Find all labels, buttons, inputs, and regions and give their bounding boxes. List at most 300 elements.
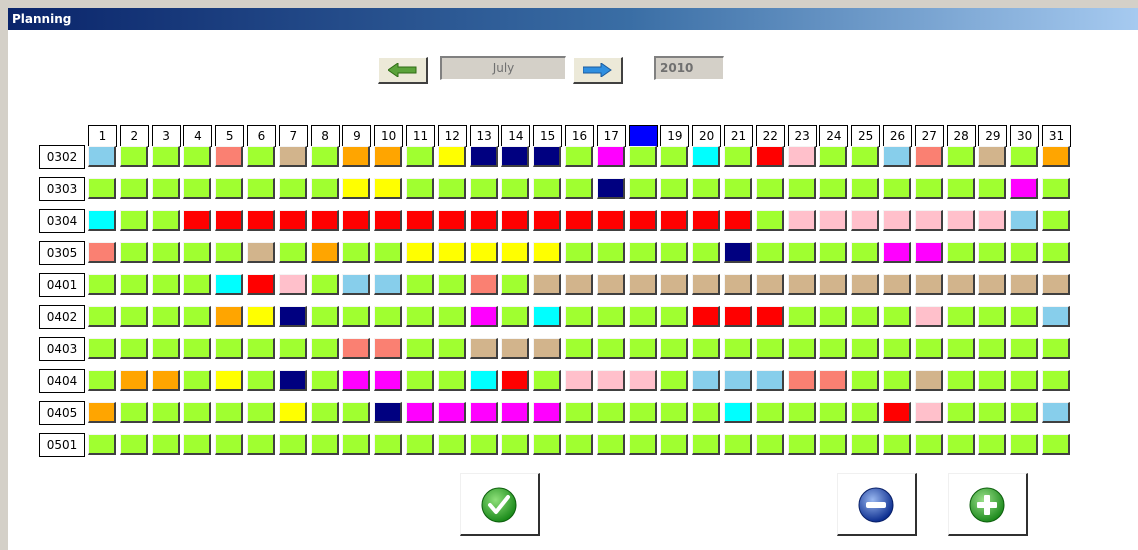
day-header[interactable]: 12 [438, 125, 467, 147]
day-cell[interactable] [629, 434, 657, 455]
day-cell[interactable] [660, 274, 688, 295]
day-cell[interactable] [883, 402, 911, 423]
day-cell[interactable] [438, 242, 466, 263]
day-cell[interactable] [311, 370, 339, 391]
day-cell[interactable] [120, 242, 148, 263]
day-cell[interactable] [374, 306, 402, 327]
day-header[interactable]: 31 [1042, 125, 1071, 147]
day-cell[interactable] [152, 434, 180, 455]
day-cell[interactable] [374, 210, 402, 231]
day-cell[interactable] [915, 178, 943, 199]
day-cell[interactable] [120, 338, 148, 359]
day-cell[interactable] [215, 434, 243, 455]
day-cell[interactable] [978, 370, 1006, 391]
day-cell[interactable] [915, 370, 943, 391]
day-cell[interactable] [342, 178, 370, 199]
day-header[interactable]: 9 [342, 125, 371, 147]
day-cell[interactable] [279, 338, 307, 359]
day-cell[interactable] [724, 306, 752, 327]
day-cell[interactable] [756, 338, 784, 359]
day-cell[interactable] [88, 402, 116, 423]
day-cell[interactable] [1042, 210, 1070, 231]
day-cell[interactable] [629, 178, 657, 199]
day-cell[interactable] [629, 338, 657, 359]
day-cell[interactable] [978, 306, 1006, 327]
day-header[interactable]: 29 [978, 125, 1007, 147]
day-cell[interactable] [1042, 338, 1070, 359]
day-cell[interactable] [501, 274, 529, 295]
day-cell[interactable] [978, 242, 1006, 263]
day-cell[interactable] [660, 370, 688, 391]
day-cell[interactable] [215, 146, 243, 167]
day-cell[interactable] [120, 178, 148, 199]
day-cell[interactable] [724, 210, 752, 231]
day-cell[interactable] [660, 402, 688, 423]
day-cell[interactable] [88, 274, 116, 295]
day-cell[interactable] [724, 146, 752, 167]
day-cell[interactable] [374, 146, 402, 167]
day-cell[interactable] [597, 146, 625, 167]
day-header[interactable]: 24 [819, 125, 848, 147]
day-cell[interactable] [342, 370, 370, 391]
day-cell[interactable] [533, 434, 561, 455]
day-cell[interactable] [501, 306, 529, 327]
day-cell[interactable] [660, 242, 688, 263]
day-cell[interactable] [438, 402, 466, 423]
day-cell[interactable] [152, 210, 180, 231]
day-cell[interactable] [1010, 178, 1038, 199]
day-cell[interactable] [247, 210, 275, 231]
day-cell[interactable] [88, 306, 116, 327]
day-cell[interactable] [342, 306, 370, 327]
day-cell[interactable] [629, 210, 657, 231]
day-header[interactable]: 25 [851, 125, 880, 147]
day-cell[interactable] [1010, 338, 1038, 359]
day-cell[interactable] [501, 146, 529, 167]
day-cell[interactable] [883, 146, 911, 167]
day-cell[interactable] [692, 146, 720, 167]
day-cell[interactable] [1010, 434, 1038, 455]
day-cell[interactable] [915, 306, 943, 327]
day-cell[interactable] [533, 402, 561, 423]
day-cell[interactable] [597, 338, 625, 359]
day-cell[interactable] [406, 242, 434, 263]
add-button[interactable] [948, 473, 1028, 536]
day-cell[interactable] [915, 338, 943, 359]
prev-month-button[interactable] [378, 57, 428, 84]
day-cell[interactable] [756, 434, 784, 455]
day-cell[interactable] [1010, 370, 1038, 391]
day-cell[interactable] [597, 178, 625, 199]
day-cell[interactable] [819, 338, 847, 359]
day-cell[interactable] [183, 402, 211, 423]
day-header[interactable]: 5 [215, 125, 244, 147]
day-header[interactable]: 6 [247, 125, 276, 147]
day-cell[interactable] [978, 146, 1006, 167]
day-cell[interactable] [342, 338, 370, 359]
day-cell[interactable] [279, 242, 307, 263]
day-cell[interactable] [819, 306, 847, 327]
day-cell[interactable] [629, 242, 657, 263]
day-cell[interactable] [406, 210, 434, 231]
day-cell[interactable] [788, 402, 816, 423]
day-cell[interactable] [947, 402, 975, 423]
day-cell[interactable] [215, 338, 243, 359]
day-cell[interactable] [597, 370, 625, 391]
day-cell[interactable] [915, 274, 943, 295]
day-cell[interactable] [1042, 434, 1070, 455]
day-cell[interactable] [342, 242, 370, 263]
remove-button[interactable] [837, 473, 917, 536]
day-cell[interactable] [470, 210, 498, 231]
day-header[interactable]: 20 [692, 125, 721, 147]
confirm-button[interactable] [460, 473, 540, 536]
day-cell[interactable] [470, 434, 498, 455]
day-cell[interactable] [788, 210, 816, 231]
day-cell[interactable] [629, 306, 657, 327]
day-cell[interactable] [438, 338, 466, 359]
day-cell[interactable] [692, 306, 720, 327]
day-cell[interactable] [565, 370, 593, 391]
day-cell[interactable] [183, 274, 211, 295]
day-cell[interactable] [851, 178, 879, 199]
day-cell[interactable] [915, 146, 943, 167]
day-cell[interactable] [1042, 370, 1070, 391]
day-cell[interactable] [247, 146, 275, 167]
day-cell[interactable] [883, 338, 911, 359]
day-cell[interactable] [342, 210, 370, 231]
day-header[interactable]: 22 [756, 125, 785, 147]
day-cell[interactable] [215, 210, 243, 231]
day-cell[interactable] [915, 210, 943, 231]
day-cell[interactable] [692, 242, 720, 263]
day-header[interactable]: 26 [883, 125, 912, 147]
day-cell[interactable] [120, 306, 148, 327]
day-cell[interactable] [692, 370, 720, 391]
day-cell[interactable] [470, 274, 498, 295]
day-header[interactable]: 14 [501, 125, 530, 147]
day-cell[interactable] [947, 242, 975, 263]
day-cell[interactable] [183, 370, 211, 391]
day-cell[interactable] [1010, 242, 1038, 263]
day-cell[interactable] [438, 146, 466, 167]
day-cell[interactable] [438, 210, 466, 231]
day-cell[interactable] [406, 274, 434, 295]
day-cell[interactable] [565, 306, 593, 327]
day-cell[interactable] [978, 210, 1006, 231]
day-cell[interactable] [501, 402, 529, 423]
day-cell[interactable] [597, 274, 625, 295]
day-cell[interactable] [374, 338, 402, 359]
day-cell[interactable] [692, 434, 720, 455]
day-cell[interactable] [819, 370, 847, 391]
day-cell[interactable] [470, 146, 498, 167]
day-header[interactable]: 10 [374, 125, 403, 147]
day-header[interactable]: 4 [183, 125, 212, 147]
day-cell[interactable] [819, 274, 847, 295]
day-cell[interactable] [756, 178, 784, 199]
day-cell[interactable] [438, 178, 466, 199]
day-cell[interactable] [311, 178, 339, 199]
day-cell[interactable] [88, 338, 116, 359]
day-cell[interactable] [597, 434, 625, 455]
day-cell[interactable] [724, 338, 752, 359]
day-cell[interactable] [788, 274, 816, 295]
day-cell[interactable] [978, 434, 1006, 455]
day-cell[interactable] [342, 146, 370, 167]
day-cell[interactable] [756, 306, 784, 327]
day-cell[interactable] [724, 402, 752, 423]
day-header[interactable]: 17 [597, 125, 626, 147]
day-cell[interactable] [565, 274, 593, 295]
day-cell[interactable] [851, 210, 879, 231]
day-cell[interactable] [152, 146, 180, 167]
day-cell[interactable] [660, 338, 688, 359]
day-cell[interactable] [1010, 402, 1038, 423]
day-cell[interactable] [851, 306, 879, 327]
day-cell[interactable] [883, 210, 911, 231]
day-cell[interactable] [311, 338, 339, 359]
day-cell[interactable] [1042, 306, 1070, 327]
day-cell[interactable] [470, 178, 498, 199]
day-cell[interactable] [788, 178, 816, 199]
day-cell[interactable] [183, 178, 211, 199]
day-cell[interactable] [947, 370, 975, 391]
day-cell[interactable] [247, 306, 275, 327]
day-header[interactable]: 16 [565, 125, 594, 147]
day-cell[interactable] [438, 274, 466, 295]
day-cell[interactable] [247, 242, 275, 263]
day-cell[interactable] [88, 434, 116, 455]
day-cell[interactable] [565, 402, 593, 423]
day-cell[interactable] [660, 146, 688, 167]
day-cell[interactable] [724, 178, 752, 199]
day-cell[interactable] [152, 242, 180, 263]
day-header[interactable]: 19 [660, 125, 689, 147]
day-cell[interactable] [692, 210, 720, 231]
day-cell[interactable] [533, 274, 561, 295]
day-cell[interactable] [374, 178, 402, 199]
day-cell[interactable] [501, 338, 529, 359]
day-header[interactable]: 30 [1010, 125, 1039, 147]
day-cell[interactable] [947, 274, 975, 295]
day-cell[interactable] [1042, 402, 1070, 423]
day-cell[interactable] [915, 402, 943, 423]
day-cell[interactable] [279, 210, 307, 231]
day-cell[interactable] [756, 242, 784, 263]
day-cell[interactable] [1010, 274, 1038, 295]
day-cell[interactable] [183, 210, 211, 231]
day-cell[interactable] [533, 178, 561, 199]
day-cell[interactable] [311, 242, 339, 263]
day-cell[interactable] [120, 274, 148, 295]
day-cell[interactable] [311, 210, 339, 231]
day-cell[interactable] [374, 242, 402, 263]
day-cell[interactable] [692, 274, 720, 295]
day-cell[interactable] [470, 402, 498, 423]
day-cell[interactable] [565, 242, 593, 263]
day-cell[interactable] [883, 434, 911, 455]
day-cell[interactable] [597, 306, 625, 327]
day-cell[interactable] [438, 434, 466, 455]
day-cell[interactable] [88, 210, 116, 231]
day-cell[interactable] [374, 370, 402, 391]
day-cell[interactable] [120, 370, 148, 391]
day-cell[interactable] [756, 210, 784, 231]
day-cell[interactable] [374, 434, 402, 455]
day-cell[interactable] [120, 434, 148, 455]
day-cell[interactable] [947, 434, 975, 455]
day-cell[interactable] [406, 434, 434, 455]
day-cell[interactable] [756, 146, 784, 167]
day-cell[interactable] [88, 370, 116, 391]
day-cell[interactable] [215, 306, 243, 327]
day-cell[interactable] [788, 242, 816, 263]
day-cell[interactable] [978, 338, 1006, 359]
day-cell[interactable] [183, 338, 211, 359]
day-cell[interactable] [851, 434, 879, 455]
day-cell[interactable] [374, 402, 402, 423]
day-cell[interactable] [819, 146, 847, 167]
day-cell[interactable] [501, 210, 529, 231]
day-cell[interactable] [724, 242, 752, 263]
day-cell[interactable] [947, 338, 975, 359]
day-cell[interactable] [406, 178, 434, 199]
day-cell[interactable] [819, 210, 847, 231]
day-cell[interactable] [660, 210, 688, 231]
day-cell[interactable] [533, 338, 561, 359]
day-cell[interactable] [851, 370, 879, 391]
day-cell[interactable] [660, 178, 688, 199]
day-cell[interactable] [88, 146, 116, 167]
day-cell[interactable] [1042, 274, 1070, 295]
day-cell[interactable] [311, 146, 339, 167]
day-cell[interactable] [215, 242, 243, 263]
day-cell[interactable] [788, 306, 816, 327]
day-cell[interactable] [597, 402, 625, 423]
day-cell[interactable] [819, 434, 847, 455]
day-cell[interactable] [88, 242, 116, 263]
day-cell[interactable] [470, 338, 498, 359]
day-cell[interactable] [692, 178, 720, 199]
day-cell[interactable] [883, 242, 911, 263]
day-header[interactable]: 11 [406, 125, 435, 147]
day-cell[interactable] [915, 242, 943, 263]
day-cell[interactable] [629, 146, 657, 167]
day-cell[interactable] [152, 274, 180, 295]
day-cell[interactable] [533, 210, 561, 231]
day-cell[interactable] [533, 242, 561, 263]
day-cell[interactable] [533, 306, 561, 327]
day-cell[interactable] [1042, 146, 1070, 167]
day-cell[interactable] [788, 146, 816, 167]
day-cell[interactable] [565, 146, 593, 167]
day-cell[interactable] [342, 434, 370, 455]
day-cell[interactable] [851, 338, 879, 359]
day-cell[interactable] [915, 434, 943, 455]
day-cell[interactable] [947, 306, 975, 327]
day-cell[interactable] [183, 434, 211, 455]
day-cell[interactable] [724, 370, 752, 391]
day-cell[interactable] [438, 370, 466, 391]
day-cell[interactable] [120, 210, 148, 231]
day-cell[interactable] [470, 370, 498, 391]
day-cell[interactable] [724, 274, 752, 295]
day-cell[interactable] [406, 338, 434, 359]
day-cell[interactable] [660, 306, 688, 327]
day-cell[interactable] [1010, 210, 1038, 231]
day-cell[interactable] [279, 370, 307, 391]
day-cell[interactable] [215, 402, 243, 423]
day-cell[interactable] [597, 210, 625, 231]
day-cell[interactable] [565, 338, 593, 359]
day-cell[interactable] [1042, 242, 1070, 263]
day-cell[interactable] [215, 274, 243, 295]
day-cell[interactable] [851, 146, 879, 167]
day-cell[interactable] [247, 434, 275, 455]
day-cell[interactable] [406, 402, 434, 423]
day-header[interactable]: 3 [152, 125, 181, 147]
day-cell[interactable] [183, 242, 211, 263]
day-cell[interactable] [247, 338, 275, 359]
day-cell[interactable] [247, 178, 275, 199]
day-cell[interactable] [724, 434, 752, 455]
day-header[interactable]: 15 [533, 125, 562, 147]
day-cell[interactable] [501, 242, 529, 263]
day-cell[interactable] [279, 434, 307, 455]
day-cell[interactable] [565, 178, 593, 199]
day-cell[interactable] [374, 274, 402, 295]
day-cell[interactable] [1010, 146, 1038, 167]
day-cell[interactable] [883, 306, 911, 327]
day-cell[interactable] [501, 370, 529, 391]
day-cell[interactable] [1042, 178, 1070, 199]
day-cell[interactable] [629, 402, 657, 423]
day-cell[interactable] [565, 210, 593, 231]
day-cell[interactable] [947, 178, 975, 199]
day-cell[interactable] [183, 146, 211, 167]
day-cell[interactable] [978, 402, 1006, 423]
day-cell[interactable] [88, 178, 116, 199]
day-cell[interactable] [152, 306, 180, 327]
day-cell[interactable] [851, 242, 879, 263]
day-cell[interactable] [756, 402, 784, 423]
day-cell[interactable] [279, 178, 307, 199]
day-cell[interactable] [406, 370, 434, 391]
day-header[interactable]: 13 [470, 125, 499, 147]
day-cell[interactable] [311, 306, 339, 327]
day-cell[interactable] [183, 306, 211, 327]
day-header[interactable]: 23 [788, 125, 817, 147]
day-cell[interactable] [947, 210, 975, 231]
day-cell[interactable] [120, 402, 148, 423]
day-header[interactable]: 21 [724, 125, 753, 147]
day-header[interactable]: 7 [279, 125, 308, 147]
day-cell[interactable] [470, 242, 498, 263]
day-cell[interactable] [501, 434, 529, 455]
day-cell[interactable] [565, 434, 593, 455]
day-cell[interactable] [788, 434, 816, 455]
day-cell[interactable] [597, 242, 625, 263]
day-cell[interactable] [215, 178, 243, 199]
day-header[interactable]: 28 [947, 125, 976, 147]
day-cell[interactable] [947, 146, 975, 167]
day-cell[interactable] [470, 306, 498, 327]
day-cell[interactable] [152, 178, 180, 199]
day-header[interactable]: 1 [88, 125, 117, 147]
day-cell[interactable] [851, 402, 879, 423]
day-cell[interactable] [756, 370, 784, 391]
